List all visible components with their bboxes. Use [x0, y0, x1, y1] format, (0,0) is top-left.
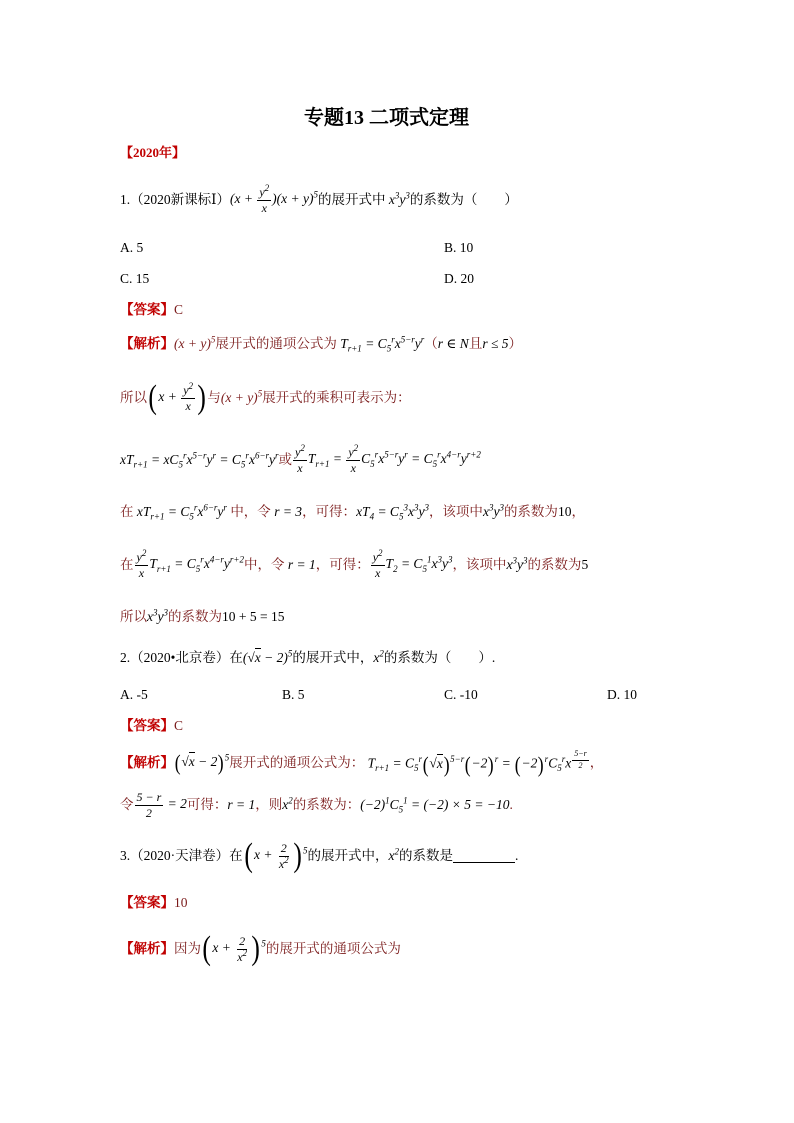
q3-stem: 3.（2020·天津卷）在 (x + $\frac{2}{x^2}$ )$^5$ 的展开式中， $x^2$ 的系数是 .: [120, 837, 519, 874]
q1-option-c: C. 15: [120, 271, 150, 286]
q1-analysis-1: 【解析】 $(x + y)^5$ 展开式的通项公式为 $T_{r+1} = C_5^rx^{5-r}y^r$ （ r ∈ N 且 r ≤ 5 ）: [120, 334, 522, 354]
q1-suffix-b: 的系数为（ ）: [409, 192, 518, 208]
q1-analysis-3: $xT_{r+1} = xC_5^rx^{5-r}y^r = C_5^rx^{6-r}y^r$ 或 $\frac{y^2}{x}$ $T_{r+1}$ = $\frac{y^2}{x}$ $C_5^rx^{5-r}y^r = C_5^rx^{4-r}y^{r+2}$: [120, 442, 481, 475]
q2-answer-line: 【答案】C: [120, 718, 184, 733]
q1-analysis-4: 在 $xT_{r+1} = C_5^rx^{6-r}y^r$ 中，令 r = 3 ，可得： $xT_4 = C_5^3x^3y^3$ ，该项中 $x^3y^3$ 的系数为 10 ，: [120, 502, 585, 522]
q1-suffix-a: 的展开式中: [318, 192, 386, 208]
q2-analysis-1: 【解析】 $(√x - 2)^5$ 展开式的通项公式为： $T_{r+1} = C_5^r(√x)^{5-r}(-2)^r = (-2)^rC_5^rx$ $^{\frac{5-r}{2}}$ ，: [120, 749, 604, 777]
q2-option-d: D. 10: [607, 687, 637, 702]
year-tag: 【2020年】: [120, 145, 186, 160]
q1-analysis-5: 在 $\frac{y^2}{x}$ $T_{r+1} = C_5^rx^{4-r}y^{r+2}$ 中，令 r = 1 ，可得： $\frac{y^2}{x}$ $T_2 = C_5^1x^3y^3$ ，该项中 $x^3y^3$ 的系数为 5: [120, 547, 589, 580]
page-title: 专题13 二项式定理: [304, 107, 469, 129]
q1-analysis-2: 所以 (x + $\frac{y^2}{x}$ ) 与 $(x + y)^5$ 展开式的乘积可表示为：: [120, 379, 411, 416]
q2-option-b: B. 5: [282, 687, 305, 702]
q1-answer-line: [120, 303, 183, 317]
q1-answer: C: [174, 302, 184, 317]
q3-answer-line: 【答案】10: [120, 895, 188, 910]
q1-analysis-tag: 【解析】: [120, 336, 174, 351]
q1-expr: (x + $\frac{y^2}{x}$ )$(x + y)^5$: [229, 182, 319, 215]
q2-option-c: C. -10: [444, 687, 478, 702]
q1-stem: [120, 183, 518, 217]
q1-prefix: 1.（2020新课标Ⅰ）: [120, 192, 230, 208]
q2-analysis-2: 令 $\frac{5 - r}{2}$ = 2 可得： r = 1 ，则 $x^2$ 的系数为： $(-2)^1C_5^1 = (-2) \times 5 = -10$ .: [120, 789, 513, 820]
q1-option-b: B. 10: [444, 240, 474, 255]
q2-option-a: A. -5: [120, 687, 148, 702]
q1-term: $x^3y^3$: [385, 190, 410, 208]
q3-answer-blank[interactable]: [453, 850, 515, 863]
q1-option-a: A. 5: [120, 240, 144, 255]
q3-analysis-1: 【解析】 因为 (x + $\frac{2}{x^2}$ )$^5$ 的展开式的通项公式为: [120, 930, 401, 967]
q1-analysis-6: 所以 $x^3y^3$ 的系数为 10 + 5 = 15: [120, 607, 285, 624]
q1-option-d: D. 20: [444, 271, 474, 286]
q1-answer-tag: 【答案】: [120, 302, 174, 317]
q2-stem: 2.（2020•北京卷）在 $(√x - 2)^5$ 的展开式中， $x^2$ 的系数为（ ）.: [120, 648, 496, 665]
